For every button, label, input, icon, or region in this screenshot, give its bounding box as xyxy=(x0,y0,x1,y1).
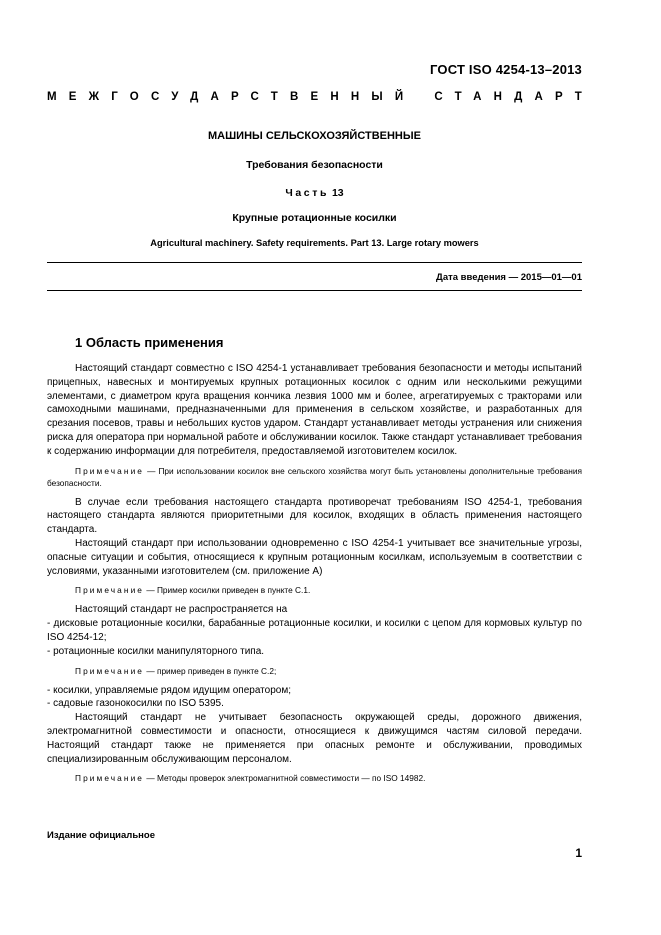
english-title: Agricultural machinery. Safety requirements. Part 13. Large rotary mowers xyxy=(150,238,479,248)
section-heading: 1 Область применения xyxy=(75,335,224,350)
section-body xyxy=(47,362,582,791)
note-label: Примечание xyxy=(75,773,145,784)
document-title: МАШИНЫ СЕЛЬСКОХОЗЯЙСТВЕННЫЕ xyxy=(208,130,421,142)
banner-interstate: МЕЖГОСУДАРСТВЕННЫЙ xyxy=(47,91,416,103)
page-number: 1 xyxy=(575,846,582,860)
scope-paragraph: Настоящий стандарт совместно с ISO 4254-1 устанавливает требования безопасности и методы испытаний прицепных, навесных и монтируемых крупных ротационных косилок с одним или несколькими режущими элементами, с диаметром круга вращения кончика лезвия 1000 мм и более, агрегатируемых с тракторами или самоходными машинами, предназначенными для применения в сельском хозяйстве, и разработанных для срезания посевов, травы и небольших кустов ударом. Стандарт устанавливает методы устранения или снижения риска для оператора при нормальной работе и обслуживании косилок. Также стандарт устанавливает требования к содержанию информации для потребителя, предоставляемой изготовителем косилок. xyxy=(47,363,582,457)
title-divider xyxy=(47,262,582,263)
limitations-paragraph: Настоящий стандарт не учитывает безопасность окружающей среды, дорожного движения, электромагнитной совместимости и опасности, относящиеся к движущимся частям силовой передачи. Настоящий стандарт также не применяется при опасных ремонте и обслуживании, проводимых специализированным обслуживающим персоналом. xyxy=(47,712,582,765)
note-text: — пример приведен в пункте С.2; xyxy=(146,665,277,676)
priority-paragraph: В случае если требования настоящего стандарта противоречат требованиям ISO 4254-1, требования настоящего стандарта являются приоритетными для косилок, входящих в область применения настоящего стандарта. xyxy=(47,496,582,536)
standard-type-banner xyxy=(47,91,594,103)
note-paragraph xyxy=(47,665,582,677)
note-label: Примечание xyxy=(75,585,145,596)
document-subtitle: Требования безопасности xyxy=(246,159,383,171)
document-part xyxy=(47,187,582,199)
list-item: - ротационные косилки манипуляторного типа. xyxy=(47,645,265,657)
list-item: - дисковые ротационные косилки, барабанные ротационные косилки, и косилки с цепом для кормовых культур по ISO 4254-12; xyxy=(47,618,582,643)
part-number: 13 xyxy=(331,187,344,199)
document-part-name: Крупные ротационные косилки xyxy=(232,212,397,224)
standard-designation: ГОСТ ISO 4254-13–2013 xyxy=(430,62,582,77)
note-text: — Методы проверок электромагнитной совместимости — по ISO 14982. xyxy=(146,773,426,784)
exclusions-paragraph: Настоящий стандарт не распространяется на xyxy=(75,604,288,616)
note-text: — При использовании косилок вне сельского хозяйства могут быть установлены дополнительные требования безопасности. xyxy=(47,465,583,488)
banner-standard: СТАНДАРТ xyxy=(434,91,594,103)
introduction-date: Дата введения — 2015—01—01 xyxy=(436,272,582,283)
note-paragraph xyxy=(47,465,582,489)
note-paragraph xyxy=(47,772,582,784)
note-paragraph xyxy=(47,584,582,596)
note-label: Примечание xyxy=(75,465,145,476)
date-divider xyxy=(47,290,582,291)
list-item: - косилки, управляемые рядом идущим оператором; xyxy=(47,684,291,696)
part-label: Часть xyxy=(285,187,330,199)
note-label: Примечание xyxy=(75,665,145,676)
note-text: — Пример косилки приведен в пункте С.1. xyxy=(146,585,311,596)
list-item: - садовые газонокосилки по ISO 5395. xyxy=(47,698,224,710)
official-edition-label: Издание официальное xyxy=(47,830,155,841)
hazards-paragraph: Настоящий стандарт при использовании одновременно с ISO 4254-1 учитывает все значительные угрозы, опасные ситуации и события, относящиеся к крупным ротационным косилкам, используемым в соответствии с условиями, указанными изготовителем (см. приложение А) xyxy=(47,537,582,577)
